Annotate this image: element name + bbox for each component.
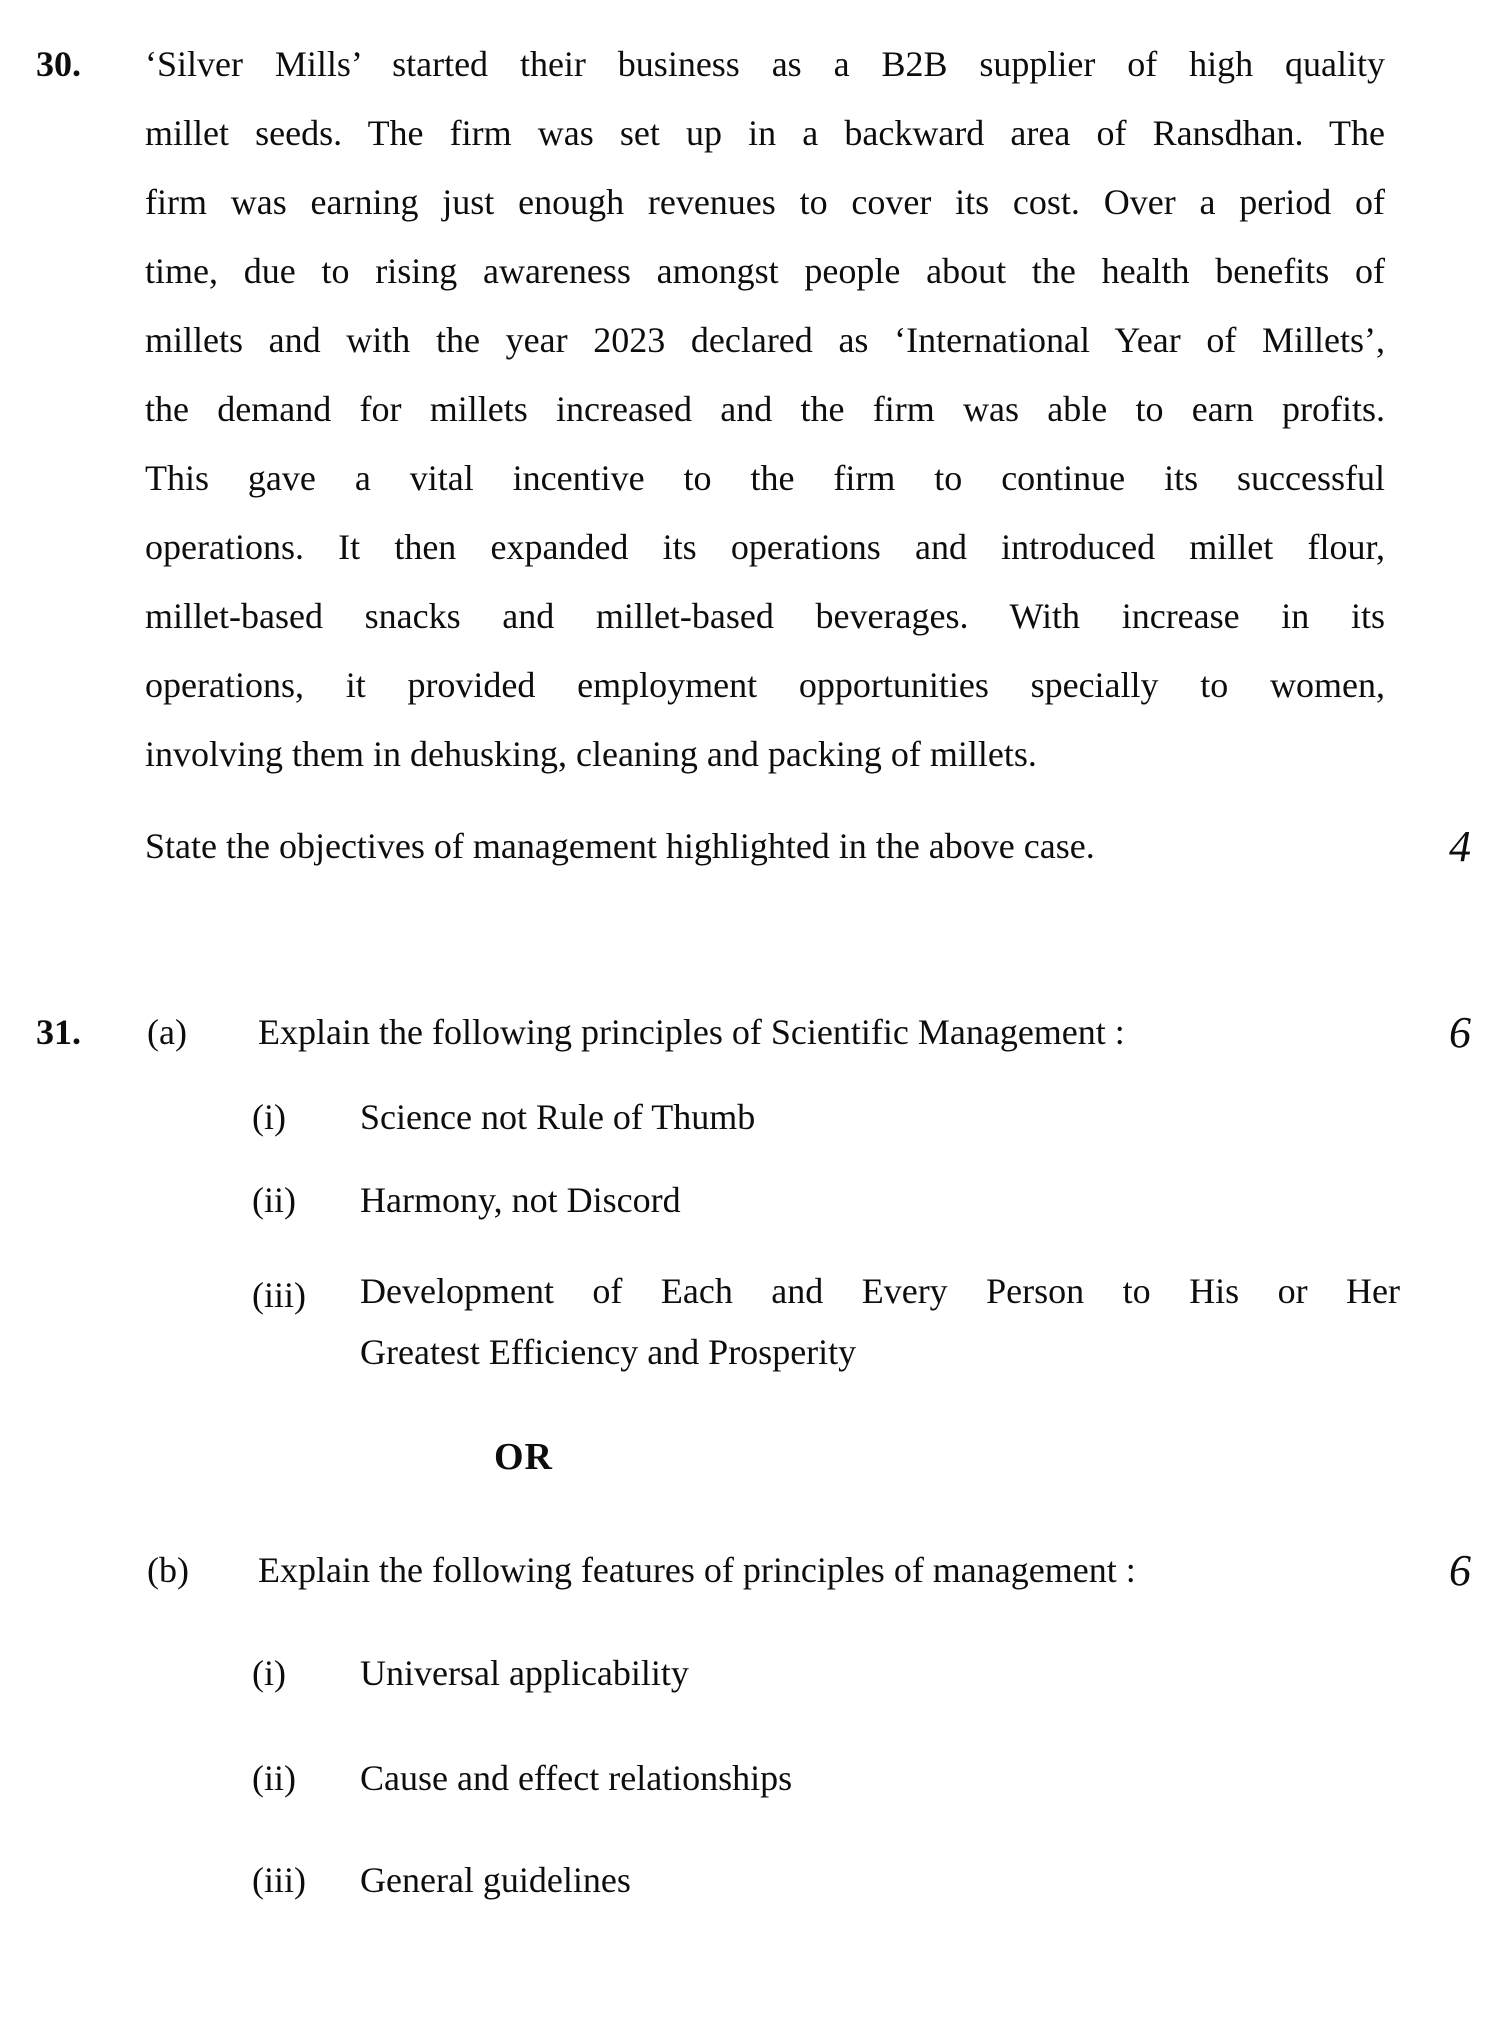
paragraph-line: the demand for millets increased and the firm was able to earn profits. [145,389,1385,429]
part-a-item-iii-text-line2: Greatest Efficiency and Prosperity [360,1332,857,1372]
part-b-item-i-label: (i) [252,1653,286,1693]
paragraph-line: time, due to rising awareness amongst people about the health benefits of [145,251,1385,291]
part-a-item-iii-label: (iii) [252,1275,306,1315]
paragraph-line: millet seeds. The firm was set up in a backward area of Ransdhan. The [145,113,1385,153]
paragraph-line: operations. It then expanded its operations and introduced millet flour, [145,527,1385,567]
paragraph-line: millet-based snacks and millet-based beverages. With increase in its [145,596,1385,636]
paragraph-line: This gave a vital incentive to the firm to continue its successful [145,458,1385,498]
part-a-item-iii-text-line1: Development of Each and Every Person to His or Her [360,1271,1400,1311]
part-b-item-iii-label: (iii) [252,1860,306,1900]
paragraph-line: firm was earning just enough revenues to cover its cost. Over a period of [145,182,1385,222]
paragraph-line: involving them in dehusking, cleaning and packing of millets. [145,734,1037,774]
part-a-heading: Explain the following principles of Scientific Management : [258,1012,1125,1052]
paragraph-line: operations, it provided employment opportunities specially to women, [145,665,1385,705]
part-a-marks: 6 [1449,1008,1471,1057]
part-b-item-ii-label: (ii) [252,1758,296,1798]
part-a-item-i-text: Science not Rule of Thumb [360,1097,756,1137]
part-b-marks: 6 [1449,1546,1471,1595]
part-a-label: (a) [147,1012,187,1052]
part-b-item-ii-text: Cause and effect relationships [360,1758,793,1798]
part-a-item-ii-text: Harmony, not Discord [360,1180,681,1220]
paragraph-line: ‘Silver Mills’ started their business as a B2B supplier of high quality [145,44,1385,84]
or-separator: OR [494,1436,553,1478]
part-b-heading: Explain the following features of principles of management : [258,1550,1136,1590]
part-b-item-iii-text: General guidelines [360,1860,631,1900]
question-30-prompt: State the objectives of management highlighted in the above case. [145,826,1095,866]
part-a-item-i-label: (i) [252,1097,286,1137]
question-30-marks: 4 [1449,822,1471,871]
part-b-item-i-text: Universal applicability [360,1653,689,1693]
question-31-number: 31. [36,1012,81,1052]
part-a-item-ii-label: (ii) [252,1180,296,1220]
question-30-number: 30. [36,44,81,84]
paragraph-line: millets and with the year 2023 declared as ‘International Year of Millets’, [145,320,1385,360]
part-b-label: (b) [147,1550,189,1590]
